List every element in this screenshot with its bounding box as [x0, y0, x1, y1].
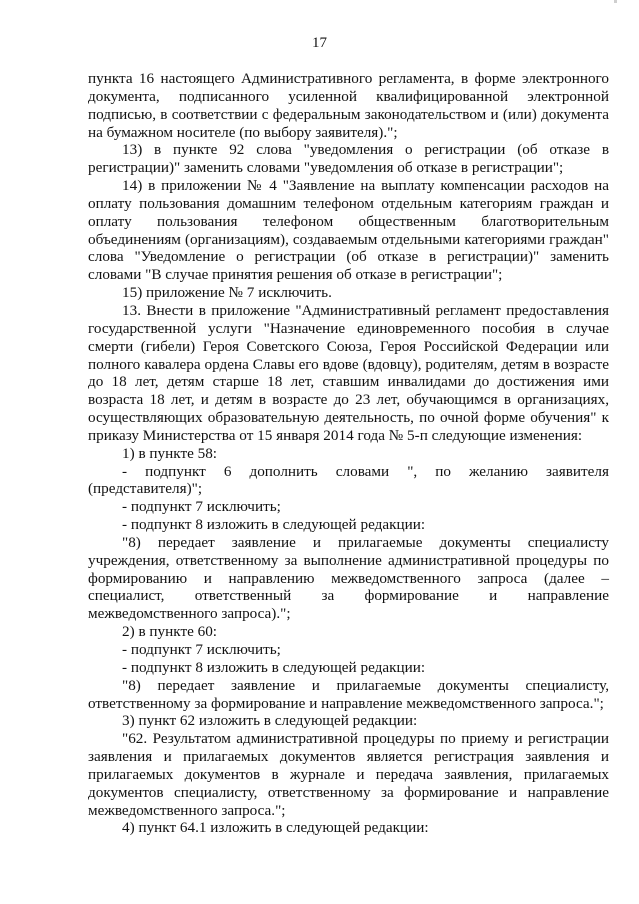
paragraph-point-64-1: 4) пункт 64.1 изложить в следующей редакции:: [122, 819, 429, 837]
paragraph-point-58: 1) в пункте 58:: [122, 444, 218, 462]
paragraph-subpoint-7: - подпункт 7 исключить;: [122, 498, 281, 516]
document-body: [88, 70, 609, 837]
paragraph-point-62: 3) пункт 62 изложить в следующей редакции:: [122, 712, 418, 730]
paragraph-subpoint-8-text: "8) передает заявление и прилагаемые документы специалисту учреждения, ответственному за выполнение административной процедуры по формированию и направлению межведомственного запроса (далее – специалист, ответственный за формирование и направление межведомственного запроса).";: [88, 533, 609, 623]
paragraph-item-14: 14) в приложении № 4 "Заявление на выплату компенсации расходов на оплату пользования домашним телефоном отдельным категориям граждан и оплату пользования телефоном общественным благотворительным объединениям (организациям), создаваемым отдельными категориями граждан" слова "Уведомление о регистрации (об отказе в регистрации)" заменить словами "В случае принятия решения об отказе в регистрации";: [88, 177, 609, 284]
paragraph-subpoint-8: - подпункт 8 изложить в следующей редакции:: [122, 516, 426, 534]
paragraph-subpoint-6: - подпункт 6 дополнить словами ", по желанию заявителя (представителя)";: [88, 462, 609, 498]
page-number: 17: [312, 35, 327, 51]
paragraph-point-60-subpoint-7: - подпункт 7 исключить;: [122, 641, 281, 658]
paragraph-section-13: 13. Внести в приложение "Административный регламент предоставления государственной услуги "Назначение единовременного пособия в случае смерти (гибели) Героя Советского Союза, Героя Российской Федерации или полного кавалера ордена Славы его вдове (вдовцу), родителям, детям в возрасте до 18 лет, детям старше 18 лет, ставшим инвалидами до достижения ими возраста 18 лет, и детям в возрасте до 23 лет, обучающимся в организациях, осуществляющих образовательную деятельность, по очной форме обучения" к приказу Министерства от 15 января 2014 года № 5-п следующие изменения:: [88, 301, 609, 444]
paragraph-item-13: 13) в пункте 92 слова "уведомления о регистрации (об отказе в регистрации)" заменить словами "уведомления об отказе в регистрации";: [88, 141, 609, 177]
scan-edge-mark: [614, 0, 617, 3]
paragraph-item-15: 15) приложение № 7 исключить.: [122, 284, 332, 302]
paragraph-continuation: пункта 16 настоящего Административного регламента, в форме электронного документа, подписанного усиленной квалифицированной электронной подписью, в соответствии с федеральным законодательством и (или) документа на бумажном носителе (по выбору заявителя).";: [88, 70, 609, 141]
paragraph-point-60: 2) в пункте 60:: [122, 623, 218, 641]
paragraph-point-62-text: "62. Результатом административной процедуры по приему и регистрации заявления и прилагаемых документов является регистрация заявления и прилагаемых документов в журнале и передача заявления, прилагаемых документов специалисту, ответственному за формирование и направление межведомственного запроса.";: [88, 730, 609, 819]
paragraph-point-60-subpoint-8-text: "8) передает заявление и прилагаемые документы специалисту, ответственному за формирование и направление межведомственного запроса.";: [88, 676, 609, 712]
paragraph-point-60-subpoint-8: - подпункт 8 изложить в следующей редакции:: [122, 658, 426, 676]
